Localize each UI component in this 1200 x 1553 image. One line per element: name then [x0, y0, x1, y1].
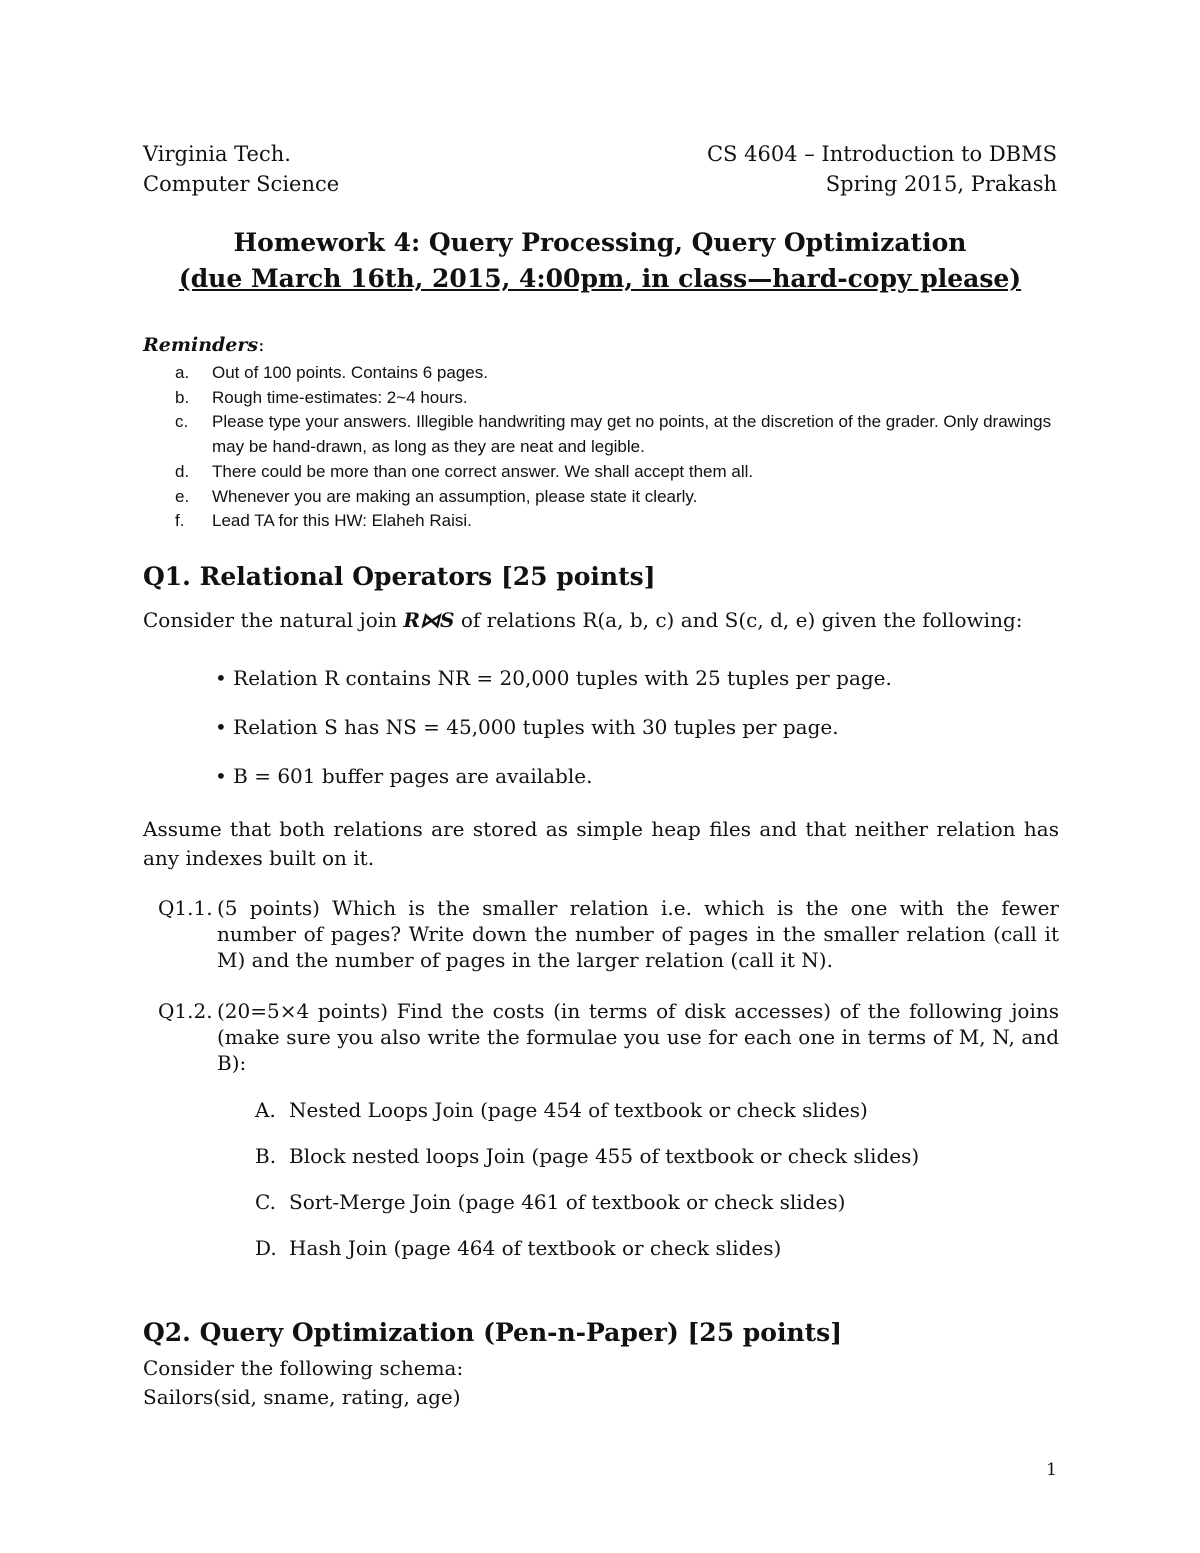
list-item-letter: A.: [255, 1098, 276, 1122]
list-item-text: Sort-Merge Join (page 461 of textbook or check slides): [289, 1190, 846, 1214]
header-left: [143, 139, 339, 199]
list-item: [175, 361, 1075, 386]
course-title: CS 4604 – Introduction to DBMS: [706, 142, 1057, 166]
natural-join-expression: R⋈S: [403, 608, 455, 632]
list-item-text: Nested Loops Join (page 454 of textbook or check slides): [289, 1098, 868, 1122]
semester-instructor: Spring 2015, Prakash: [825, 172, 1057, 196]
q1-assumption: Assume that both relations are stored as simple heap files and that neither relation has any indexes built on it.: [143, 817, 1059, 870]
list-item: • B = 601 buffer pages are available.: [215, 764, 593, 788]
homework-title: Homework 4: Query Processing, Query Optimization: [233, 228, 967, 257]
q2-schema: [143, 1354, 1059, 1412]
list-item-text: Hash Join (page 464 of textbook or check slides): [289, 1236, 782, 1260]
q2-heading: Q2. Query Optimization (Pen-n-Paper) [25 points]: [143, 1318, 843, 1347]
list-item-text: Lead TA for this HW: Elaheh Raisi.: [212, 511, 472, 531]
q1-intro: [143, 606, 1059, 635]
reminders-colon: :: [258, 334, 265, 356]
list-item: [175, 410, 1075, 459]
list-item: [175, 386, 1075, 411]
list-item-letter: C.: [255, 1190, 276, 1214]
list-item-letter: f.: [175, 511, 185, 531]
list-item-text: Whenever you are making an assumption, please state it clearly.: [212, 486, 698, 506]
q1-heading: Q1. Relational Operators [25 points]: [143, 562, 656, 591]
list-item: [175, 485, 1075, 510]
due-date: (due March 16th, 2015, 4:00pm, in class—hard-copy please): [178, 264, 1022, 293]
department: Computer Science: [143, 172, 340, 196]
q1-intro-after: of relations R(a, b, c) and S(c, d, e) given the following:: [454, 608, 1023, 632]
q1-1: [158, 895, 1059, 973]
list-item: [175, 509, 1075, 534]
q1-2-text: (20=5×4 points) Find the costs (in terms of disk accesses) of the following joins (make sure you also write the formulae you use for each one in terms of M, N, and B):: [217, 999, 1059, 1075]
list-item: [255, 1236, 781, 1260]
list-item-text: Please type your answers. Illegible handwriting may get no points, at the discretion of the grader. Only drawings may be hand-drawn, as long as they are neat and legible.: [212, 412, 1052, 457]
q1-2: [158, 998, 1059, 1076]
list-item-text: Block nested loops Join (page 455 of textbook or check slides): [289, 1144, 920, 1168]
reminders-label-text: Reminders: [143, 334, 259, 356]
institution: Virginia Tech.: [143, 142, 291, 166]
list-item-text: Out of 100 points. Contains 6 pages.: [212, 363, 488, 382]
list-item-letter: B.: [255, 1144, 277, 1168]
q1-2-number: Q1.2.: [158, 999, 213, 1023]
q2-schema-intro: Consider the following schema:: [143, 1356, 464, 1380]
reminders-label: [143, 334, 265, 356]
list-item-letter: e.: [175, 486, 190, 506]
list-item: [175, 460, 1075, 485]
list-item: [255, 1144, 919, 1168]
page-number: 1: [1046, 1460, 1057, 1480]
sailors-schema: Sailors(sid, sname, rating, age): [143, 1385, 461, 1409]
reminders-list: [175, 361, 1075, 534]
list-item-letter: c.: [175, 412, 189, 432]
list-item: • Relation R contains NR = 20,000 tuples with 25 tuples per page.: [215, 666, 892, 690]
list-item: • Relation S has NS = 45,000 tuples with 30 tuples per page.: [215, 715, 839, 739]
list-item: [255, 1190, 845, 1214]
q1-1-text: (5 points) Which is the smaller relation i.e. which is the one with the fewer number of pages? Write down the number of pages in the smaller relation (call it M) and the number of pages in the larger relation (call it N).: [217, 896, 1059, 972]
q1-1-number: Q1.1.: [158, 896, 213, 920]
list-item-letter: a.: [175, 363, 190, 382]
list-item-letter: D.: [255, 1236, 277, 1260]
list-item-letter: d.: [175, 461, 190, 481]
list-item-text: There could be more than one correct answer. We shall accept them all.: [212, 461, 754, 481]
list-item-text: Rough time-estimates: 2~4 hours.: [212, 387, 468, 407]
q1-intro-before: Consider the natural join: [143, 608, 404, 632]
header-right: [707, 139, 1057, 199]
list-item-letter: b.: [175, 387, 190, 407]
list-item: [255, 1098, 868, 1122]
